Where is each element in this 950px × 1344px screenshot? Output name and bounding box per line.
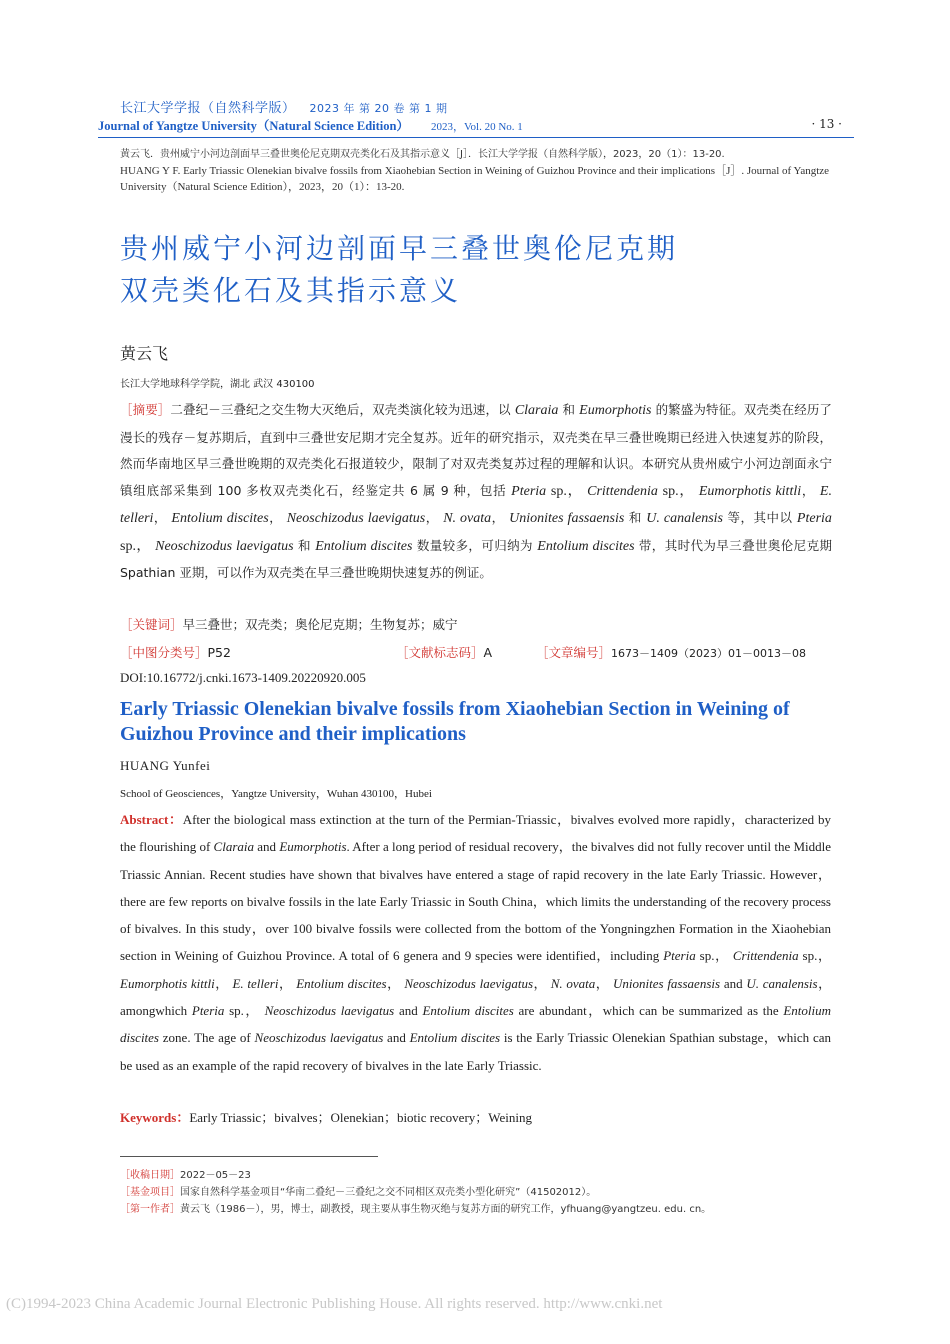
taxon-name: U. canalensis xyxy=(746,975,818,991)
taxon-name: Entolium discites xyxy=(537,538,635,554)
author-en: HUANG Yunfei xyxy=(120,758,211,773)
abstract-en-text: sp.， xyxy=(699,948,729,964)
taxon-name: Pteria xyxy=(663,948,696,964)
taxon-name: Neoschizodus laevigatus xyxy=(264,1003,395,1019)
keywords-cn-text: 早三叠世；双壳类；奥伦尼克期；生物复苏；威宁 xyxy=(182,617,458,632)
title-cn-line2: 双壳类化石及其指示意义 xyxy=(120,274,462,307)
abstract-cn-text: 数量较多，可归纳为 xyxy=(416,537,533,553)
keywords-en xyxy=(120,1107,532,1126)
page-number: · 13 · xyxy=(811,117,842,131)
abstract-cn-text: ， xyxy=(425,510,439,525)
abstract-en-text: and xyxy=(387,1030,406,1046)
abstract-cn-text: ， xyxy=(491,510,505,525)
received-label: ［收稿日期］ xyxy=(120,1170,180,1181)
issue-info-cn: 2023 年 第 20 卷 第 1 期 xyxy=(309,102,448,115)
taxon-name: Eumorphotis kittli xyxy=(120,975,215,991)
clc-group xyxy=(120,643,231,661)
abstract-en-text: and xyxy=(723,975,743,991)
taxon-name: Neoschizodus laevigatus xyxy=(155,538,294,554)
first-author-text: 黄云飞（1986－），男，博士，副教授，现主要从事生物灭绝与复苏方面的研究工作，yfhuang@yangtzeu. edu. cn。 xyxy=(180,1204,712,1215)
abstract-cn-text: 和 xyxy=(297,537,311,553)
taxon-name: Unionites fassaensis xyxy=(509,511,625,526)
journal-header-cn xyxy=(120,97,447,116)
abstract-en-text: sp.， xyxy=(229,1003,260,1019)
abstract-cn-text: sp.， xyxy=(550,483,583,499)
clc-label: ［中图分类号］ xyxy=(120,645,208,660)
abstract-en-text: zone. The age of xyxy=(162,1030,251,1046)
fund-label: ［基金项目］ xyxy=(120,1187,180,1198)
abstract-cn-text: 带，其时代为早三叠世奥伦尼克期 Spathian 亚期，可以作为双壳类在早三叠世晚期快速复苏的例证。 xyxy=(120,537,832,580)
abstract-cn-text: sp.， xyxy=(662,483,695,499)
taxon-name: Neoschizodus laevigatus xyxy=(404,975,534,991)
abstract-en-text: ， xyxy=(595,975,610,991)
taxon-name: N. ovata xyxy=(550,975,596,991)
taxon-name: Pteria xyxy=(511,483,547,499)
abstract-en-text: and xyxy=(257,839,277,855)
clc-value: P52 xyxy=(207,645,231,660)
first-author-label: ［第一作者］ xyxy=(120,1204,180,1215)
abstract-en-label: Abstract： xyxy=(120,812,183,827)
abstract-en-text: sp.， xyxy=(802,948,832,964)
taxon-name: Entolium discites xyxy=(409,1030,501,1046)
title-cn-line1: 贵州威宁小河边剖面早三叠世奥伦尼克期 xyxy=(120,232,679,265)
taxon-name: Neoschizodus laevigatus xyxy=(286,511,426,526)
abstract-en-text: is the Early Triassic Olenekian Spathian substage，which can be used as an example of the rapid recovery of bivalves in the late Early Triassic. xyxy=(120,1030,831,1073)
taxon-name: Pteria xyxy=(796,511,832,526)
abstract-cn-text: ， xyxy=(801,482,816,498)
author-cn: 黄云飞 xyxy=(120,344,169,363)
abstract-en-text: ， xyxy=(533,975,547,991)
taxon-name: N. ovata xyxy=(443,511,492,526)
doc-code-group xyxy=(396,643,492,661)
abstract-cn xyxy=(120,397,832,587)
taxon-name: Unionites fassaensis xyxy=(613,975,721,991)
taxon-name: Entolium discites xyxy=(296,975,387,991)
taxon-name: E. telleri xyxy=(232,975,279,991)
abstract-en-text: . After a long period of residual recovery，the bivalves did not fully recover until the Middle Triassic Annian. Recent studies have shown that bivalves have entered a stage of rapid recovery in the late Early Triassic. However，there are few reports on bivalve fossils in the late Early Triassic in South China，which limits the understanding of the recovery process of bivalves. In this study，over 100 bivalve fossils were collected from the bottom of the Yongningzhen Formation in the Xiaohebian section in Weining of Guizhou Province. A total of 6 genera and 9 species were identified，including xyxy=(120,839,832,964)
abstract-cn-text: ， xyxy=(153,510,167,525)
taxon-name: E. telleri xyxy=(120,483,832,526)
citation-en: HUANG Y F. Early Triassic Olenekian bivalve fossils from Xiaohebian Section in Weining of Guizhou Province and their implications［J］. Journal of Yangtze University（Natural Science Edition），2023，20（1）：13-20. xyxy=(120,165,830,193)
taxon-name: Eumorphotis xyxy=(279,839,347,855)
abstract-en-text: ，amongwhich xyxy=(120,975,832,1019)
footnote-author xyxy=(120,1201,840,1218)
keywords-en-label: Keywords： xyxy=(120,1110,190,1125)
journal-name-en: Journal of Yangtze University（Natural Science Edition） xyxy=(98,119,409,133)
abstract-cn-text: 等，其中以 xyxy=(727,510,793,525)
taxon-name: Claraia xyxy=(514,403,559,418)
taxon-name: Entolium discites xyxy=(422,1003,514,1019)
title-cn xyxy=(120,228,840,312)
abstract-en-text: ， xyxy=(278,975,293,991)
received-date: 2022－05－23 xyxy=(180,1170,251,1181)
abstract-en-text: After the biological mass extinction at the turn of the Permian-Triassic，bivalves evolved more rapidly，characterized by the flourishing of xyxy=(120,812,831,855)
doc-code-label: ［文献标志码］ xyxy=(396,645,484,660)
copyright-watermark: (C)1994-2023 China Academic Journal Electronic Publishing House. All rights reserved. http://www.cnki.net xyxy=(6,1296,663,1312)
taxon-name: Neoschizodus laevigatus xyxy=(254,1030,384,1046)
keywords-en-text: Early Triassic；bivalves；Olenekian；biotic recovery；Weining xyxy=(189,1110,532,1125)
footnote-rule xyxy=(120,1156,378,1157)
doi: DOI:10.16772/j.cnki.1673-1409.20220920.005 xyxy=(120,670,366,685)
fund-text: 国家自然科学基金项目“华南二叠纪－三叠纪之交不同相区双壳类小型化研究”（41502012）。 xyxy=(180,1187,597,1198)
taxon-name: Crittendenia xyxy=(587,483,658,499)
abstract-cn-label: ［摘要］ xyxy=(120,402,171,417)
article-number-group xyxy=(536,643,806,661)
abstract-en-text: ， xyxy=(214,975,229,991)
abstract-cn-text: 的繁盛为特征。双壳类在经历了漫长的残存－复苏期后，直到中三叠世安尼期才完全复苏。近年的研究指示，双壳类在早三叠世晚期已经进入快速复苏的阶段，然而华南地区早三叠世晚期的双壳类化石报道较少，限制了对双壳类复苏过程的理解和认识。本研究从贵州威宁小河边剖面永宁镇组底部采集到 100 多枚双壳类化石，经鉴定共 6 属 9 种，包括 xyxy=(120,402,832,498)
article-number-value: 1673－1409（2023）01－0013－08 xyxy=(611,647,806,660)
taxon-name: Entolium discites xyxy=(315,538,413,554)
taxon-name: Entolium discites xyxy=(120,1003,831,1046)
taxon-name: U. canalensis xyxy=(646,511,724,526)
taxon-name: Entolium discites xyxy=(171,511,269,526)
issue-info-en: 2023，Vol. 20 No. 1 xyxy=(430,121,523,133)
abstract-cn-text: ， xyxy=(268,510,283,525)
footnote-fund xyxy=(120,1184,840,1201)
affiliation-cn: 长江大学地球科学学院，湖北 武汉 430100 xyxy=(120,379,315,390)
abstract-cn-text: 二叠纪－三叠纪之交生物大灭绝后，双壳类演化较为迅速，以 xyxy=(170,402,511,417)
abstract-en-text: are abundant，which can be summarized as the xyxy=(518,1003,779,1019)
taxon-name: Pteria xyxy=(191,1003,225,1019)
doc-code-value: A xyxy=(483,645,493,660)
title-en: Early Triassic Olenekian bivalve fossils from Xiaohebian Section in Weining of Guizhou Province and their implications xyxy=(120,698,790,745)
citation-cn: 黄云飞．贵州威宁小河边剖面早三叠世奥伦尼克期双壳类化石及其指示意义［J］．长江大学学报（自然科学版），2023，20（1）：13-20. xyxy=(120,149,725,160)
keywords-cn-label: ［关键词］ xyxy=(120,617,183,632)
taxon-name: Claraia xyxy=(213,839,255,855)
taxon-name: Eumorphotis xyxy=(579,403,652,418)
citation-block xyxy=(120,147,840,195)
affiliation-en: School of Geosciences，Yangtze University，Wuhan 430100，Hubei xyxy=(120,788,432,800)
abstract-en-text: and xyxy=(398,1003,418,1019)
keywords-cn xyxy=(120,615,458,633)
abstract-en-text: ， xyxy=(386,975,401,991)
abstract-cn-text: sp.， xyxy=(120,538,151,554)
article-number-label: ［文章编号］ xyxy=(536,645,612,660)
footnote-received xyxy=(120,1167,840,1184)
taxon-name: Eumorphotis kittli xyxy=(698,483,802,499)
abstract-en xyxy=(120,806,831,1079)
header-rule xyxy=(98,137,854,138)
journal-name-cn: 长江大学学报（自然科学版） xyxy=(120,101,296,116)
taxon-name: Crittendenia xyxy=(732,948,799,964)
abstract-cn-text: 和 xyxy=(628,510,642,525)
footnotes xyxy=(120,1167,840,1218)
abstract-cn-text: 和 xyxy=(562,402,576,417)
journal-header-en xyxy=(98,116,523,134)
